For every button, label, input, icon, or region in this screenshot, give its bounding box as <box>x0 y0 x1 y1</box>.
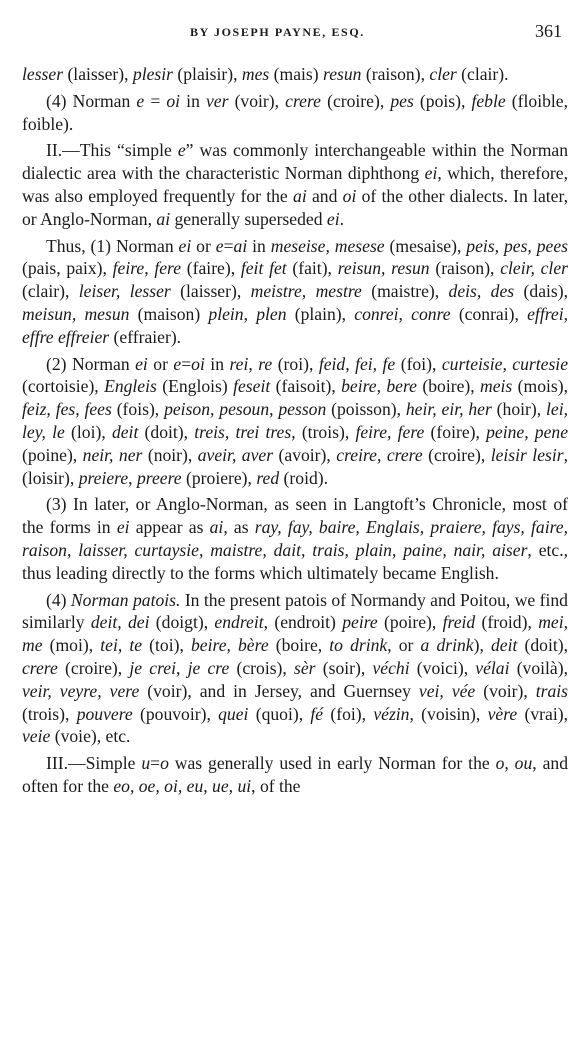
text-run: (4) Norman <box>46 90 137 111</box>
text-run: (plain), <box>286 303 355 324</box>
text-run: (effraier). <box>109 326 182 347</box>
italic-text-run: meis <box>480 376 513 397</box>
italic-text-run: a drink <box>420 635 474 656</box>
text-run: (foi), <box>323 703 374 724</box>
text-run: (4) <box>46 589 71 610</box>
italic-text-run: beire, bère <box>191 635 269 656</box>
text-run: (conrai), <box>450 303 528 324</box>
italic-text-run: je crei, je cre <box>129 657 230 678</box>
text-run: (poisson), <box>326 399 406 420</box>
paragraph <box>22 235 568 349</box>
italic-text-run: ei <box>424 163 438 184</box>
italic-text-run: reisun, resun <box>337 258 430 279</box>
text-run: (voie), etc. <box>50 726 131 747</box>
italic-text-run: ai <box>293 185 307 206</box>
text-run: (doit), <box>517 635 568 656</box>
text-run: (maistre), <box>361 281 449 302</box>
italic-text-run: sèr <box>294 657 316 678</box>
italic-text-run: leisir lesir <box>490 444 564 465</box>
text-run: (poire), <box>377 612 443 633</box>
text-run: (vrai), <box>517 703 568 724</box>
italic-text-run: ai <box>209 517 224 538</box>
italic-text-run: plein, plen <box>208 303 287 324</box>
text-run: (voir), and in Jersey, and Guernsey <box>139 680 419 701</box>
paragraph <box>22 493 568 584</box>
paragraph <box>22 63 568 86</box>
italic-text-run: neir, ner <box>82 444 143 465</box>
italic-text-run: feiz, fes, fees <box>22 399 112 420</box>
italic-text-run: crere <box>285 90 321 111</box>
text-run: in <box>204 353 230 374</box>
text-run: . <box>339 208 345 229</box>
italic-text-run: feire, fere <box>112 258 182 279</box>
text-run: (pouvoir), <box>132 703 219 724</box>
text-run: (avoir), <box>273 444 337 465</box>
italic-text-run: cler <box>429 64 457 84</box>
italic-text-run: resun <box>323 64 362 84</box>
italic-text-run: trais <box>535 680 568 701</box>
text-run: ), <box>473 635 491 656</box>
italic-text-run: ai <box>156 208 171 229</box>
italic-text-run: e <box>215 235 224 256</box>
italic-text-run: ei <box>116 517 130 538</box>
italic-text-run: feit fet <box>240 258 287 279</box>
italic-text-run: véchi <box>372 657 410 678</box>
text-run: , (endroit) <box>263 612 343 633</box>
italic-text-run: meistre, mestre <box>250 281 362 302</box>
text-run: (roid). <box>279 467 329 488</box>
text-run: (pois), <box>413 90 472 111</box>
text-run: (roi), <box>272 353 319 374</box>
italic-text-run: creire, crere <box>336 444 423 465</box>
italic-text-run: ei <box>326 208 340 229</box>
italic-text-run: to drink <box>329 635 388 656</box>
paragraph <box>22 139 568 230</box>
italic-text-run: effrei, effre effreier <box>22 303 568 347</box>
text-run: (laisser), <box>63 64 133 84</box>
page-number: 361 <box>535 21 562 41</box>
text-run: (poine), <box>22 444 83 465</box>
text-run: (foi), <box>395 353 442 374</box>
text-run: (raison), <box>361 64 430 84</box>
italic-text-run: vère <box>487 703 518 724</box>
text-run: (2) Norman <box>46 353 136 374</box>
text-run: , as <box>223 517 255 538</box>
text-run: (doit), <box>138 421 195 442</box>
text-run: (hoir), <box>491 399 547 420</box>
text-run: (foire), <box>424 421 487 442</box>
italic-text-run: lei, ley, le <box>22 399 568 442</box>
text-run: (proiere), <box>181 467 257 488</box>
italic-text-run: feble <box>471 90 506 111</box>
italic-text-run: fé <box>310 703 324 724</box>
text-run: (fait), <box>286 258 338 279</box>
italic-text-run: meisun, mesun <box>22 303 130 324</box>
text-run: appear as <box>129 517 210 538</box>
text-run: , (loisir), <box>22 444 568 488</box>
italic-text-run: pouvere <box>76 703 133 724</box>
text-run: and <box>306 185 343 206</box>
italic-text-run: veir, veyre, vere <box>22 680 140 701</box>
text-run: (faisoit), <box>270 376 342 397</box>
italic-text-run: u <box>141 753 151 774</box>
italic-text-run: feseit <box>233 376 271 397</box>
italic-text-run: quei <box>218 703 249 724</box>
italic-text-run: deit <box>490 635 518 656</box>
paragraph <box>22 90 568 136</box>
text-run: = <box>181 353 192 374</box>
italic-text-run: aveir, aver <box>197 444 274 465</box>
text-run: generally superseded <box>170 208 327 229</box>
text-run: (croire), <box>422 444 491 465</box>
italic-text-run: meseise, mesese <box>270 235 385 256</box>
italic-text-run: o <box>160 753 169 774</box>
text-run: (Englois) <box>156 376 234 397</box>
text-run: (noir), <box>142 444 198 465</box>
text-run: (quoi), <box>248 703 311 724</box>
italic-text-run: o, ou <box>495 753 533 774</box>
text-run: , which, therefore, was also employed frequently for the <box>22 163 568 206</box>
text-run: In the present patois of Normandy and Poitou, we find similarly <box>22 589 568 633</box>
italic-text-run: tei, te <box>100 635 143 656</box>
italic-text-run: red <box>256 467 280 488</box>
italic-text-run: cleir, cler <box>500 258 568 279</box>
text-run: was generally used in early Norman for the <box>168 753 496 774</box>
italic-text-run: ai <box>233 235 248 256</box>
italic-text-run: ray, fay, baire, Englais, praiere, fays, faire, raison, laisser, curtaysie, maistre, dait, trais, plain, paine, nair, aiser <box>22 517 568 560</box>
text-run: Thus, (1) Norman <box>46 235 179 256</box>
text-run: (mais) <box>269 64 324 84</box>
text-run: (plaisir), <box>173 64 242 84</box>
italic-text-run: curteisie, curtesie <box>441 353 569 374</box>
italic-text-run: peis, pes, pees <box>466 235 569 256</box>
text-run: (mesaise), <box>384 235 467 256</box>
italic-text-run: lesser <box>22 64 64 84</box>
paragraph <box>22 589 568 749</box>
italic-text-run: veie <box>22 726 51 747</box>
text-run: or <box>191 235 216 256</box>
text-run: (pais, paix), <box>22 258 113 279</box>
italic-text-run: leiser, lesser <box>78 281 171 302</box>
italic-text-run: crere <box>22 657 58 678</box>
text-run: (voir), <box>475 680 536 701</box>
text-run: or <box>147 353 174 374</box>
italic-text-run: heir, eir, her <box>405 399 492 420</box>
italic-text-run: oi <box>342 185 357 206</box>
text-run: , (voisin), <box>409 703 488 724</box>
text-run: (froid), <box>475 612 539 633</box>
italic-text-run: beire, bere <box>341 376 417 397</box>
paragraph <box>22 353 568 490</box>
italic-text-run: freid <box>442 612 476 633</box>
text-run: ” was commonly interchangeable within the Norman dialectic area with the characteristic Norman diphthong <box>22 140 568 184</box>
text-run: (raison), <box>429 258 501 279</box>
text-run: (3) In later, or Anglo-Norman, as seen in Langtoft’s Chronicle, most of the forms in <box>22 494 568 538</box>
text-run: (faire), <box>181 258 241 279</box>
text-run: (soir), <box>315 657 373 678</box>
text-run: (boire), <box>417 376 481 397</box>
italic-text-run: vézin <box>373 703 410 724</box>
italic-text-run: mes <box>241 64 270 84</box>
body-text <box>22 63 568 802</box>
italic-text-run: Norman patois. <box>70 589 181 610</box>
italic-text-run: preiere, preere <box>78 467 182 488</box>
page-header <box>0 21 588 43</box>
text-run: (boire, <box>268 635 330 656</box>
text-run: , of the <box>251 775 301 796</box>
text-run: = <box>150 753 161 774</box>
italic-text-run: endreit <box>214 612 264 633</box>
italic-text-run: pes <box>390 90 414 111</box>
text-run: (voir), <box>228 90 286 111</box>
italic-text-run: ver <box>205 90 229 111</box>
text-run: = <box>144 90 167 111</box>
text-run: III.—Simple <box>46 753 142 774</box>
text-run: , (trois), <box>291 421 356 442</box>
text-run: (loi), <box>64 421 112 442</box>
italic-text-run: feid, fei, fe <box>318 353 396 374</box>
italic-text-run: vélai <box>475 657 510 678</box>
italic-text-run: peire <box>342 612 378 633</box>
italic-text-run: e <box>177 140 186 161</box>
italic-text-run: mei, me <box>22 612 568 656</box>
italic-text-run: rei, re <box>229 353 273 374</box>
text-run: (crois), <box>229 657 295 678</box>
italic-text-run: Engleis <box>104 376 157 397</box>
paragraph <box>22 752 568 798</box>
text-run: (voici), <box>409 657 476 678</box>
text-run: (clair). <box>456 64 509 84</box>
italic-text-run: deit <box>111 421 139 442</box>
italic-text-run: vei, vée <box>418 680 476 701</box>
text-run: = <box>223 235 234 256</box>
italic-text-run: peine, pene <box>486 421 569 442</box>
text-run: (croire), <box>320 90 391 111</box>
text-run: , and often for the <box>22 753 568 796</box>
italic-text-run: ei <box>178 235 192 256</box>
italic-text-run: oi <box>166 90 181 111</box>
text-run: (maison) <box>129 303 209 324</box>
italic-text-run: deit, dei <box>90 612 150 633</box>
text-run: II.—This “simple <box>46 140 178 161</box>
running-head: BY JOSEPH PAYNE, ESQ. <box>190 25 365 39</box>
text-run: (moi), <box>42 635 101 656</box>
italic-text-run: peison, pesoun, pesson <box>164 399 327 420</box>
text-run: (voilà), <box>509 657 568 678</box>
italic-text-run: oi <box>191 353 205 374</box>
text-run: , or <box>387 635 421 656</box>
text-run: in <box>180 90 206 111</box>
text-run: , etc., thus leading directly to the forms which ultimately became English. <box>22 539 568 583</box>
italic-text-run: eo, oe, oi, eu, ue, ui <box>113 775 252 796</box>
italic-text-run: deis, des <box>448 281 515 302</box>
text-run: (doigt), <box>149 612 215 633</box>
text-run: (dais), <box>514 281 568 302</box>
text-run: (laisser), <box>170 281 251 302</box>
text-run: of the other dialects. In later, or Anglo-Norman, <box>22 185 568 229</box>
italic-text-run: e <box>173 353 182 374</box>
text-run: (fois), <box>111 399 165 420</box>
text-run: in <box>247 235 271 256</box>
text-run: (clair), <box>22 281 79 302</box>
text-run: (cortoisie), <box>22 376 105 397</box>
italic-text-run: treis, trei tres <box>194 421 292 442</box>
italic-text-run: e <box>136 90 145 111</box>
italic-text-run: feire, fere <box>355 421 425 442</box>
text-run: (croire), <box>57 657 130 678</box>
text-run: (trois), <box>22 703 77 724</box>
italic-text-run: conrei, conre <box>354 303 451 324</box>
text-run: (mois), <box>512 376 568 397</box>
italic-text-run: ei <box>135 353 148 374</box>
italic-text-run: plesir <box>132 64 173 84</box>
text-run: (toi), <box>142 635 191 656</box>
text-run: (floible, foible). <box>22 90 568 134</box>
